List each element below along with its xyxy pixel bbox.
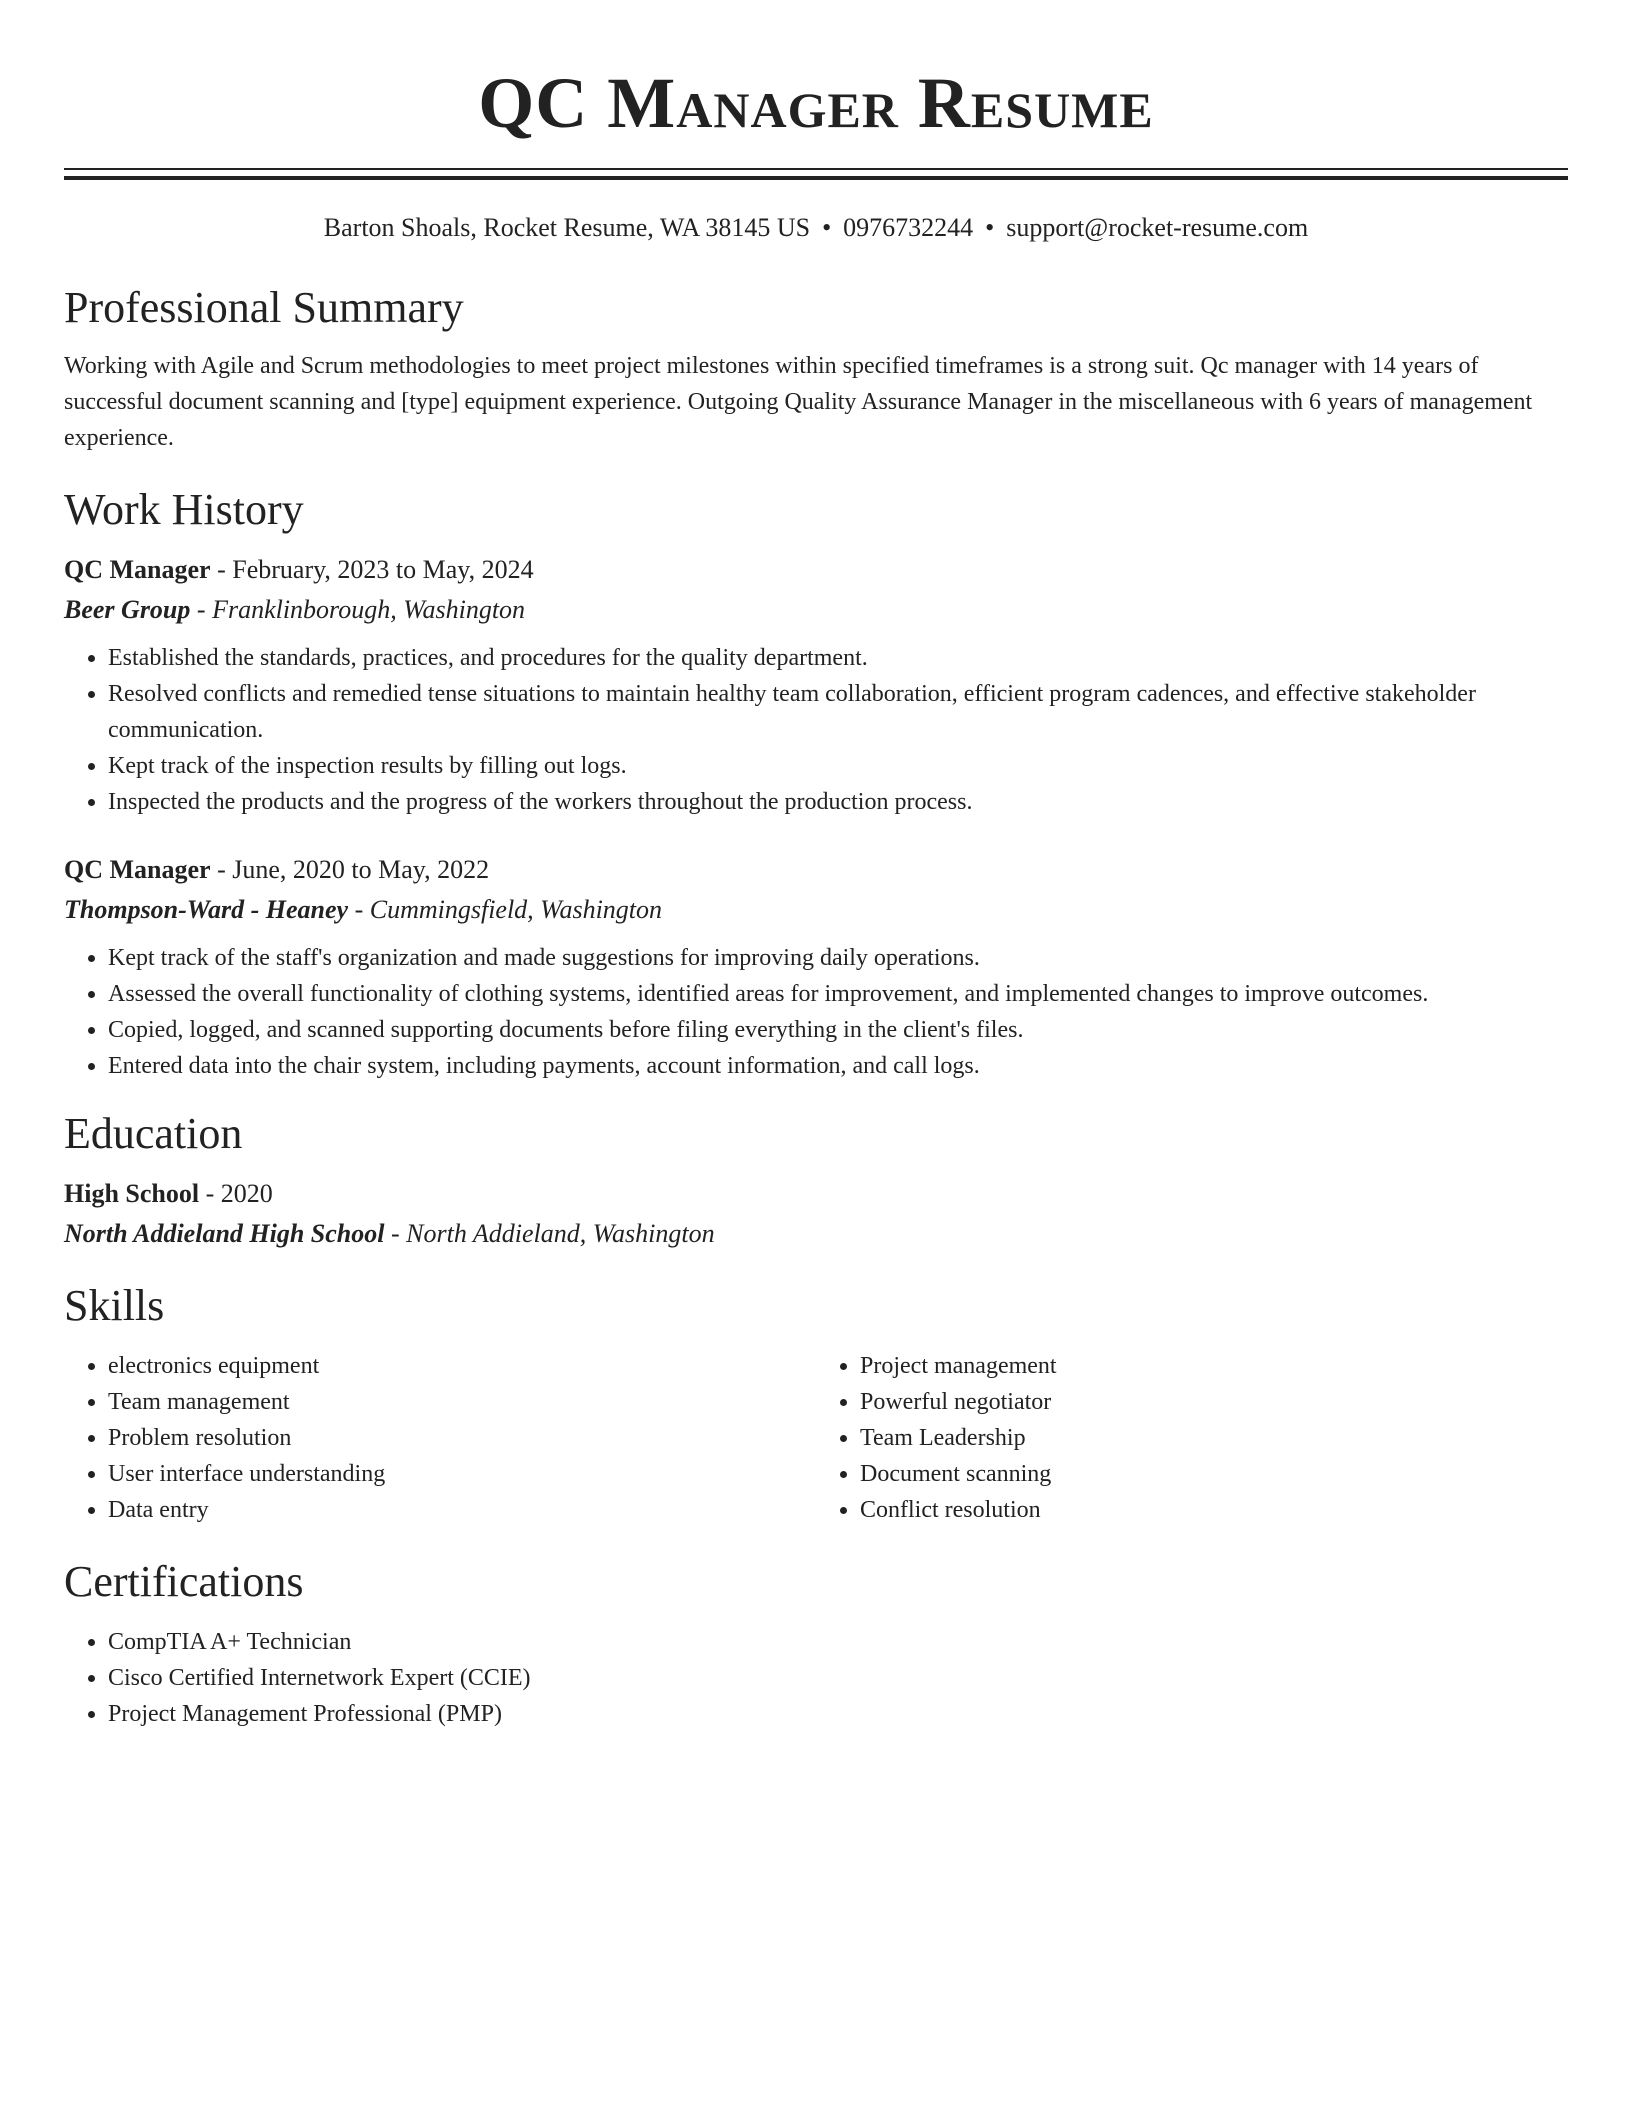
education-heading: Education	[64, 1109, 243, 1158]
job-dates: - June, 2020 to May, 2022	[210, 855, 490, 884]
job-bullet: • Entered data into the chair system, including payments, account information, and call logs.	[108, 1048, 1568, 1084]
job-bullet: • Established the standards, practices, and procedures for the quality department.	[108, 640, 1568, 676]
work-history-section	[64, 482, 1568, 1084]
certifications-list	[64, 1624, 1568, 1732]
education-header	[64, 1174, 1568, 1214]
resume-page	[64, 0, 1568, 1732]
job-bullet: • Resolved conflicts and remedied tense situations to maintain healthy team collaboration, efficient program cadences, and effective stakeholder communication.	[108, 676, 1568, 748]
contact-separator: •	[822, 213, 832, 242]
education-degree: High School	[64, 1179, 200, 1208]
title-rule-thick	[64, 176, 1568, 180]
skill-item: • Team Leadership	[860, 1420, 1568, 1456]
skill-item: • Conflict resolution	[860, 1492, 1568, 1528]
resume-title: QC Manager Resume	[478, 63, 1154, 143]
job-bullets	[64, 940, 1568, 1084]
job-title: QC Manager	[64, 855, 211, 884]
job-bullet: • Inspected the products and the progress of the workers throughout the production process.	[108, 784, 1568, 820]
skills-heading: Skills	[64, 1281, 165, 1330]
skill-item: • Project management	[860, 1348, 1568, 1384]
job-location: - Cummingsfield, Washington	[348, 895, 663, 924]
job-entry	[64, 550, 1568, 820]
skills-section	[64, 1278, 1568, 1528]
skill-item: • Data entry	[108, 1492, 816, 1528]
certifications-heading: Certifications	[64, 1557, 304, 1606]
job-company: Beer Group	[64, 595, 191, 624]
contact-line	[64, 210, 1568, 246]
job-company-line	[64, 890, 1568, 930]
skill-item: • Problem resolution	[108, 1420, 816, 1456]
contact-separator: •	[985, 213, 995, 242]
job-bullet: • Kept track of the staff's organization and made suggestions for improving daily operations.	[108, 940, 1568, 976]
work-history-heading: Work History	[64, 485, 304, 534]
job-bullet: • Kept track of the inspection results by filling out logs.	[108, 748, 1568, 784]
title-rule-thin	[64, 168, 1568, 170]
contact-email: support@rocket-resume.com	[1006, 213, 1309, 242]
education-year: - 2020	[199, 1179, 273, 1208]
job-entry	[64, 850, 1568, 1084]
job-company: Thompson-Ward - Heaney	[64, 895, 349, 924]
contact-phone: 0976732244	[843, 213, 974, 242]
job-header	[64, 550, 1568, 590]
job-bullet: • Assessed the overall functionality of clothing systems, identified areas for improvement, and implemented changes to improve outcomes.	[108, 976, 1568, 1012]
certification-item: • Project Management Professional (PMP)	[108, 1696, 1568, 1732]
education-section	[64, 1106, 1568, 1254]
certification-item: • Cisco Certified Internetwork Expert (CCIE)	[108, 1660, 1568, 1696]
skill-item: • Team management	[108, 1384, 816, 1420]
summary-text: Working with Agile and Scrum methodologies to meet project milestones within specified timeframes is a strong suit. Qc manager with 14 years of successful document scanning and [type] equipment experience. Outgoing Quality Assurance Manager in the miscellaneous with 6 years of management experience.	[64, 353, 1533, 451]
job-bullet: • Copied, logged, and scanned supporting documents before filing everything in the client's files.	[108, 1012, 1568, 1048]
summary-section	[64, 280, 1568, 456]
job-bullets	[64, 640, 1568, 820]
job-company-line	[64, 590, 1568, 630]
job-title: QC Manager	[64, 555, 211, 584]
skill-item: • Powerful negotiator	[860, 1384, 1568, 1420]
skill-item: • Document scanning	[860, 1456, 1568, 1492]
skill-item: • User interface understanding	[108, 1456, 816, 1492]
skills-grid	[64, 1348, 1568, 1528]
certifications-section	[64, 1554, 1568, 1732]
summary-heading: Professional Summary	[64, 283, 464, 332]
education-location: - North Addieland, Washington	[384, 1219, 715, 1248]
job-dates: - February, 2023 to May, 2024	[210, 555, 534, 584]
education-school-line	[64, 1214, 1568, 1254]
contact-address: Barton Shoals, Rocket Resume, WA 38145 US	[323, 213, 811, 242]
job-header	[64, 850, 1568, 890]
education-school: North Addieland High School	[64, 1219, 385, 1248]
skills-column-right	[816, 1348, 1568, 1528]
skills-column-left	[64, 1348, 816, 1528]
skill-item: • electronics equipment	[108, 1348, 816, 1384]
certification-item: • CompTIA A+ Technician	[108, 1624, 1568, 1660]
job-location: - Franklinborough, Washington	[190, 595, 526, 624]
